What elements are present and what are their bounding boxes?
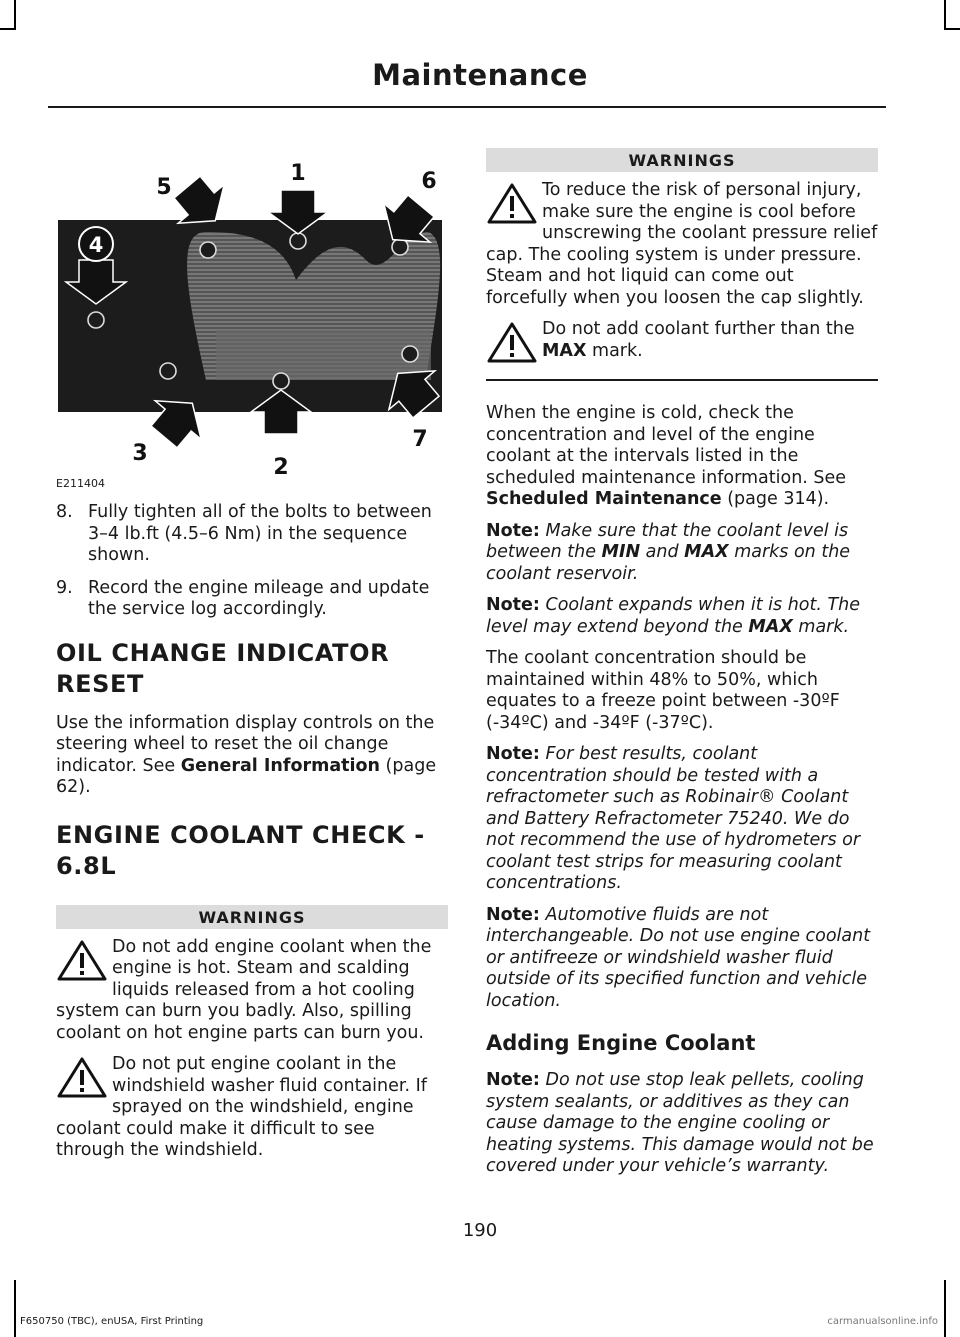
document-info: F650750 (TBC), enUSA, First Printing (20, 1316, 204, 1327)
crop-mark (0, 28, 16, 30)
crop-mark (944, 0, 946, 30)
paragraph: The coolant concentration should be maintained within 48% to 50%, which equates to a freeze point between -30ºF (-34ºC) and -34ºF (-37ºC). (486, 648, 840, 733)
step-number: 9. (56, 577, 73, 598)
watermark: carmanualsonline.info (827, 1316, 938, 1327)
oil-change-heading (56, 639, 448, 699)
warning-triangle-icon (56, 1056, 108, 1100)
step-text: Record the engine mileage and update the service log accordingly. (88, 577, 430, 619)
warnings-title: WARNINGS (486, 148, 878, 172)
heading-line: RESET (56, 669, 144, 698)
right-column (486, 148, 878, 1178)
step-text: Fully tighten all of the bolts to between 3–4 lb.ft (4.5–6 Nm) in the sequence shown. (88, 502, 432, 565)
general-information-link[interactable]: General Information (180, 755, 380, 776)
scheduled-maintenance-link[interactable]: Scheduled Maintenance (486, 489, 722, 509)
bolt-sequence-figure (56, 140, 448, 490)
engine-cover-illustration (56, 140, 448, 490)
warning-item: Do not add coolant further than the MAX mark. (486, 319, 878, 365)
note: Note: Automotive fluids are not interchangeable. Do not use engine coolant or antifreeze or windshield washer fluid outside of its specified function and vehicle location. (486, 904, 871, 1011)
warning-triangle-icon (56, 939, 108, 983)
crop-mark (944, 28, 960, 30)
crop-mark (14, 0, 16, 30)
callout-4: 4 (88, 233, 104, 257)
left-column (56, 140, 448, 1162)
warning-triangle-icon (486, 321, 538, 365)
warning-item (56, 937, 448, 1045)
callout-7: 7 (412, 427, 428, 452)
reservoir-lower-shading (216, 330, 431, 380)
heading-line: 6.8L (56, 851, 117, 880)
note: Note: Make sure that the coolant level is between the MIN and MAX marks on the coolant reservoir. (486, 520, 851, 584)
list-item (56, 578, 448, 621)
crop-mark (944, 1280, 946, 1337)
step-number: 8. (56, 502, 73, 522)
warning-item (56, 1054, 448, 1162)
callout-1: 1 (290, 161, 306, 186)
heading-line: OIL CHANGE INDICATOR (56, 638, 390, 667)
warning-triangle-icon (486, 182, 538, 226)
crop-mark (14, 1280, 16, 1337)
warning-text: To reduce the risk of personal injury, make sure the engine is cool before unscrewing the coolant pressure relief cap. The cooling system is under pressure. Steam and hot liquid can come out forcefully when you loosen the cap slightly. (486, 180, 878, 308)
coolant-check-heading (56, 821, 448, 881)
heading-line: ENGINE COOLANT CHECK - (56, 820, 425, 849)
bolt-4 (88, 312, 104, 328)
bolt-3 (160, 363, 176, 379)
note: Note: For best results, coolant concentration should be tested with a refractometer such as Robinair® Coolant and Battery Refractometer 75240. We do not recommend the use of hydrometers or coolant test strips for measuring coolant concentrations. (486, 744, 861, 893)
warning-text: Do not put engine coolant in the windshield washer fluid container. If sprayed on the windshield, engine coolant could make it difficult to see through the windshield. (56, 1054, 427, 1160)
left-warnings (56, 905, 448, 1162)
bolt-7 (402, 346, 418, 362)
figure-code: E211404 (56, 477, 105, 490)
step-list (56, 502, 448, 621)
bolt-5 (200, 242, 216, 258)
callout-3: 3 (132, 441, 148, 466)
bolt-6 (392, 239, 408, 255)
bolt-2 (273, 373, 289, 389)
callout-5: 5 (156, 175, 172, 200)
header-divider (48, 106, 886, 108)
note: Note: Do not use stop leak pellets, cooling system sealants, or additives as they can cause damage to the engine cooling or heating systems. This damage would not be covered under your vehicle’s warranty. (486, 1070, 874, 1176)
oil-change-text: Use the information display controls on the steering wheel to reset the oil change indicator. See General Information (page 62). (56, 712, 437, 797)
callout-6: 6 (421, 169, 437, 194)
paragraph: When the engine is cold, check the concentration and level of the engine coolant at the intervals listed in the scheduled maintenance information. See Scheduled Maintenance (page 314). (486, 403, 847, 509)
warning-text: Do not add engine coolant when the engine is hot. Steam and scalding liquids released from a hot cooling system can burn you badly. Also, spilling coolant on hot engine parts can burn you. (56, 936, 432, 1043)
bolt-1 (290, 233, 306, 249)
note: Note: Coolant expands when it is hot. The level may extend beyond the MAX mark. (486, 595, 861, 637)
section-subheading: Adding Engine Coolant (486, 1031, 756, 1055)
warning-item (486, 180, 878, 309)
warnings-divider (486, 379, 878, 381)
page-number: 190 (462, 1220, 498, 1241)
callout-2: 2 (273, 455, 289, 480)
page-title: Maintenance (372, 58, 588, 92)
list-item (56, 502, 448, 567)
warnings-title: WARNINGS (56, 905, 448, 929)
